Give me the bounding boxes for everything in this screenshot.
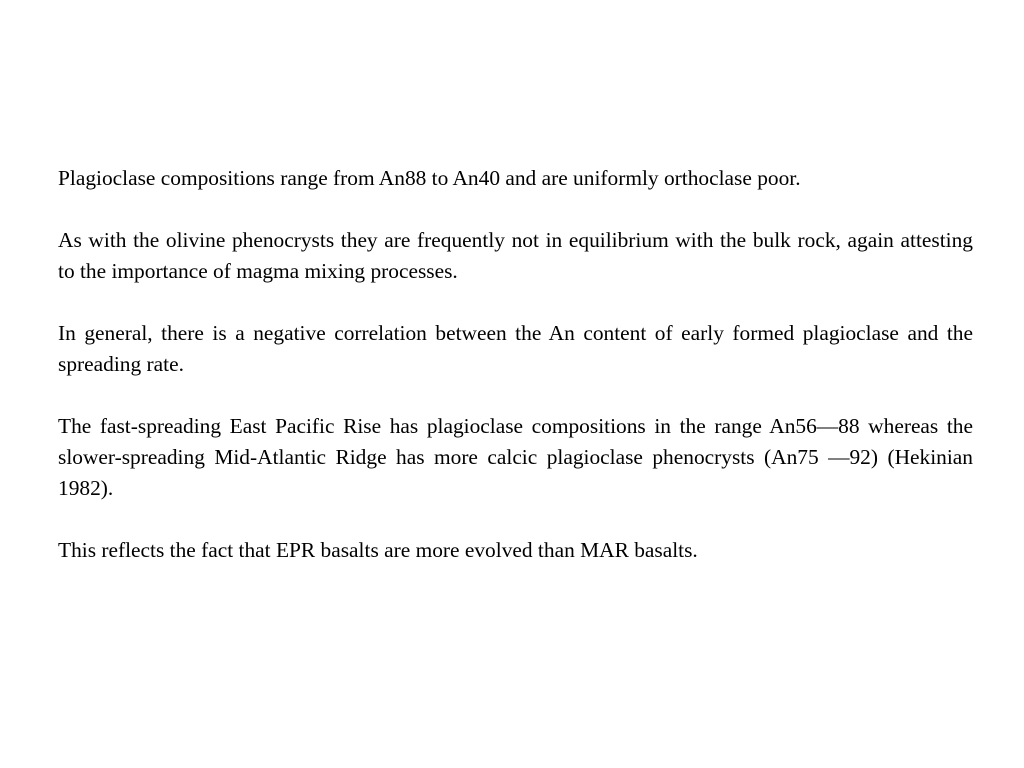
paragraph-spreading-correlation: In general, there is a negative correlation between the An content of early formed plagioclase and the spreading rate. [58,321,973,376]
paragraph-conclusion: This reflects the fact that EPR basalts are more evolved than MAR basalts. [58,538,698,562]
paragraph-epr-mar-comparison: The fast-spreading East Pacific Rise has plagioclase compositions in the range An56—88 whereas the slower-spreading Mid-Atlantic Ridge has more calcic plagioclase phenocrysts (An75 —92) (Hekinian 1982). [58,414,973,500]
slide-body [58,163,973,597]
paragraph-olivine-equilibrium: As with the olivine phenocrysts they are frequently not in equilibrium with the bulk rock, again attesting to the importance of magma mixing processes. [58,228,973,283]
paragraph-plagioclase-range: Plagioclase compositions range from An88 to An40 and are uniformly orthoclase poor. [58,166,801,190]
